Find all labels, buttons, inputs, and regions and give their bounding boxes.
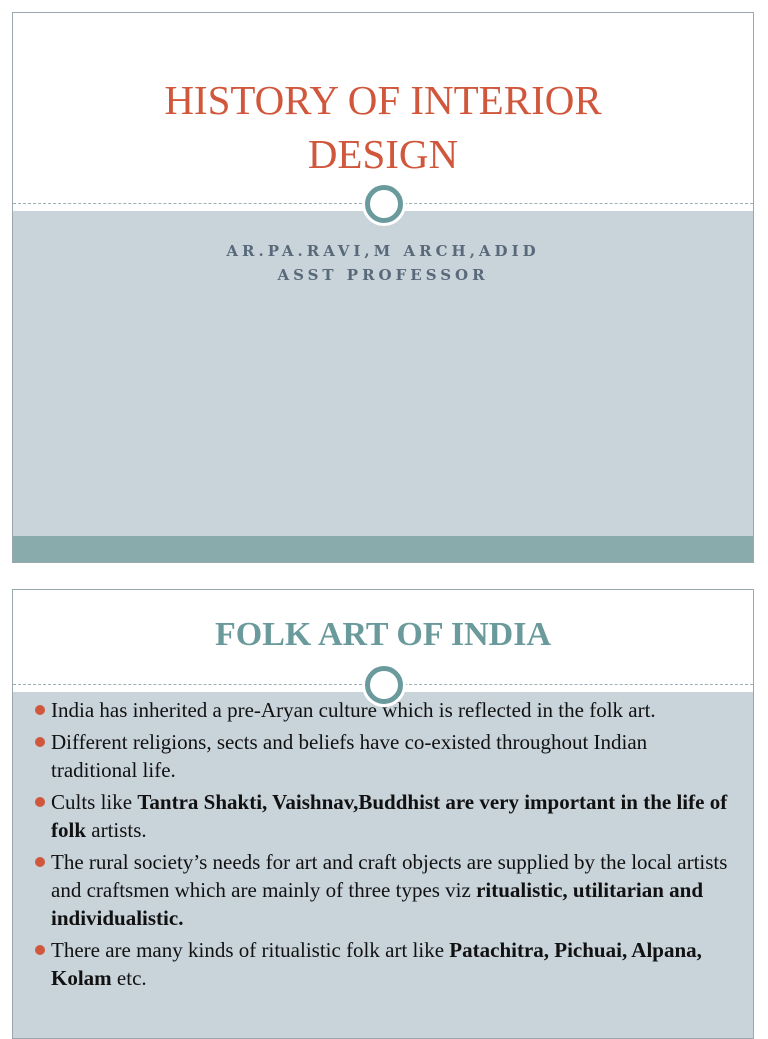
bullet-text: Cults like [51, 790, 138, 814]
bullet-text: Different religions, sects and beliefs have co-existed throughout Indian traditional life. [51, 730, 648, 782]
bullet-item [35, 728, 731, 784]
slide-title: FOLK ART OF INDIA [214, 616, 551, 653]
bullet-item [35, 696, 731, 724]
content-slide[interactable] [12, 589, 754, 1039]
slide-title-line-2: DESIGN [307, 131, 459, 177]
ring-ornament-icon [365, 185, 403, 223]
bullet-list [35, 696, 731, 996]
bullet-text-bold: ritualistic, utilitarian and individualistic. [51, 878, 704, 930]
bullet-dot-icon [35, 945, 45, 955]
author-name: AR.PA.RAVI,M ARCH,ADID [226, 242, 540, 260]
bullet-dot-icon [35, 857, 45, 867]
author-position: ASST PROFESSOR [277, 266, 489, 284]
bullet-text-bold: Tantra Shakti, Vaishnav,Buddhist are very important in the life of folk [51, 790, 728, 842]
bullet-item [35, 848, 731, 932]
bullet-dot-icon [35, 705, 45, 715]
bullet-dot-icon [35, 737, 45, 747]
title-area [13, 13, 753, 203]
bullet-item [35, 936, 731, 992]
bullet-item [35, 788, 731, 844]
slide-title [13, 73, 753, 181]
bullet-text: etc. [111, 966, 147, 990]
bullet-text-bold: Patachitra, Pichuai, Alpana, Kolam [51, 938, 702, 990]
bullet-text: India has inherited a pre-Aryan culture which is reflected in the folk art. [51, 698, 656, 722]
bullet-text: There are many kinds of ritualistic folk art like [51, 938, 450, 962]
bullet-text: artists. [86, 818, 147, 842]
slide-title-line-1: HISTORY OF INTERIOR [164, 77, 602, 123]
footer-band [13, 536, 753, 562]
bullet-text: The rural society’s needs for art and craft objects are supplied by the local artists and craftsmen which are mainly of three types viz [51, 850, 728, 902]
title-slide[interactable] [12, 12, 754, 563]
bullet-dot-icon [35, 797, 45, 807]
